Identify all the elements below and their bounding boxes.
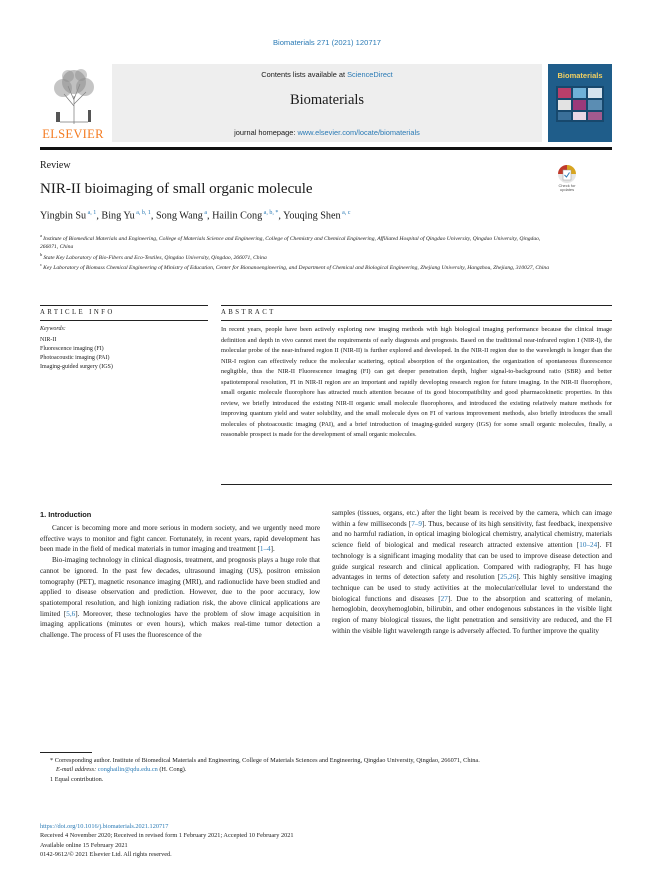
author-name[interactable]: Yingbin Su xyxy=(40,210,87,222)
abstract-rule-top xyxy=(221,305,612,306)
keyword-item: Fluorescence imaging (FI) xyxy=(40,346,104,353)
keyword-item: Photoacoustic imaging (PAI) xyxy=(40,355,110,362)
paragraph-text: ]. Moreover, these technologies have the problem of slow image acquisition in imaging applications (minutes or even hours), which makes real-time tumor detection a challenge. The process of FI uses the fluorescence of the xyxy=(40,609,320,640)
journal-banner xyxy=(112,64,542,142)
paragraph-text: samples (tissues, organs, etc.) after the light beam is received by the camera, which can image within a few milliseconds [ xyxy=(332,509,612,528)
journal-cover-image[interactable] xyxy=(548,64,612,142)
cover-art-icon xyxy=(556,86,604,122)
author-name[interactable]: Song Wang xyxy=(155,210,203,222)
body-paragraph xyxy=(332,508,612,637)
abstract-rule-mid xyxy=(221,320,612,321)
introduction-heading: 1. Introduction xyxy=(40,510,92,519)
journal-masthead xyxy=(40,64,612,142)
author-name[interactable]: Youqing Shen xyxy=(283,210,341,222)
email-label: E-mail address: xyxy=(56,766,98,774)
affiliation-item xyxy=(40,233,550,252)
available-online: Available online 15 February 2021 xyxy=(40,841,128,849)
elsevier-logo[interactable] xyxy=(40,64,106,142)
abstract-heading: ABSTRACT xyxy=(221,309,276,316)
affiliation-mark: b xyxy=(40,251,44,257)
article-info-rule-bottom xyxy=(40,320,208,321)
email-suffix: (H. Cong). xyxy=(157,766,187,774)
citation-link[interactable]: 25,26 xyxy=(500,573,517,582)
body-paragraph xyxy=(40,523,320,555)
sciencedirect-link[interactable]: ScienceDirect xyxy=(347,70,393,79)
paragraph-text: Bio-imaging technology in clinical diagnosis, treatment, and prognosis plays a huge role that cannot be ignored. In the past few decades, ultrasound imaging (US), positron emission tomography (PET), magnetic resonance imaging (MRI), and radionuclide have been studied and applied to disease observation and prediction. However, due to the poor accuracy, low spatiotemporal resolution, and high ionizing radiation risk, the above clinical applications are limited [ xyxy=(40,556,320,618)
introduction-right-column xyxy=(332,508,612,637)
homepage-prefix: journal homepage: xyxy=(234,128,298,137)
email-note xyxy=(40,765,612,774)
article-info-rule-top xyxy=(40,305,208,306)
affiliation-text: Institute of Biomedical Materials and Engineering, College of Materials Science and Engineering, College of Chemistry and Chemical Engineering, Affiliated Hospital of Qingdao University, Qingdao University, Qingdao, 266071, China xyxy=(40,235,541,251)
affiliation-mark: a xyxy=(40,233,44,238)
check-for-updates-badge[interactable] xyxy=(553,164,581,196)
journal-homepage xyxy=(112,128,542,137)
elsevier-wordmark: ELSEVIER xyxy=(42,127,104,141)
footnotes xyxy=(40,756,612,784)
paragraph-text: ]. FI technology is a significant imaging modality that can be used to improve disease detection and guide surgical research and clinical application. Compared with radiography, FI has huge advantages in terms of detection safety and resolution [ xyxy=(332,541,612,582)
author-name[interactable]: Bing Yu xyxy=(101,210,135,222)
article-type: Review xyxy=(40,160,71,171)
copyright: 0142-9612/© 2021 Elsevier Ltd. All rights reserved. xyxy=(40,851,172,859)
paragraph-text: ]. xyxy=(270,545,275,554)
check-for-updates-label: Check for updates xyxy=(558,183,576,193)
footnote-rule xyxy=(40,752,92,753)
article-title: NIR-II bioimaging of small organic molecule xyxy=(40,181,313,197)
email-link[interactable]: conghailin@qdu.edu.cn xyxy=(97,766,158,774)
abstract-text: In recent years, people have been actively exploring new imaging methods with high biological imaging performance because the clinical image definition and depth in vivo cannot meet the requirements of early diagnosis and prognosis. Based on the traditional near-infrared region I (NIR-I), the molecular probe of the near-infrared region II (NIR-II) is further explored and developed. In the NIR-II region due to the wavelength is longer than the NIR-I region can effectively reduce the molecular scattering, optical absorption of the organization, the organization of spontaneous fluorescence negligible, thus the NIR-II Fluorescence imaging (FI) can get deeper penetration depth, higher signal-to-background ratio (SBR) and better spatiotemporal resolution, FI in NIR-II region are an important and rapidly developing research region for future imaging. In the NIR-II fluorophore, small organic molecule fluorophore has attracted much attention because of its good biocompatibility and good pharmacokinetic properties. In this review, we briefly introduced the existing NIR-II organic small molecule fluorophores, and introduced the existing relatively mature methods for improving quantum yield and water solubility, and the small molecule dyes on FI of various improvement methods, also briefly introduces the small molecules of photoacoustic imaging (PAI), and a brief introduction of imaging-guided surgery (IGS) for some small organic molecules, finally, a reasonable prospect is made for the development of small organic molecules. xyxy=(221,326,612,438)
body-paragraph xyxy=(40,555,320,641)
keywords-list xyxy=(40,336,113,372)
affiliation-text: State Key Laboratory of Bio-Fibers and Eco-Textiles, Qingdao University, Qingdao, 266071, China xyxy=(43,254,267,261)
citation-link[interactable]: 27 xyxy=(440,594,448,603)
received-dates: Received 4 November 2020; Received in revised form 1 February 2021; Accepted 10 February 2021 xyxy=(40,832,294,840)
check-for-updates-icon xyxy=(553,164,581,184)
corresponding-author-note: * Corresponding author. Institute of Biomedical Materials and Engineering, College of Materials Sciences and Engineering, Qingdao University, Qingdao, 266071, China. xyxy=(50,757,480,764)
citation-link[interactable]: 7–9 xyxy=(411,519,422,528)
contents-prefix: Contents lists available at xyxy=(261,70,348,79)
citation-link[interactable]: 10–24 xyxy=(579,541,598,550)
journal-name: Biomaterials xyxy=(289,92,365,108)
paragraph-text: Cancer is becoming more and more serious in modern society, and we urgently need more effective ways to monitor and fight cancer. Fortunately, in recent years, rapid development has been made in the field of medical materials in tumor imaging and treatment [ xyxy=(40,524,320,554)
homepage-link[interactable]: www.elsevier.com/locate/biomaterials xyxy=(297,128,420,137)
citation-link[interactable]: 5,6 xyxy=(66,609,76,618)
abstract-rule-bottom xyxy=(221,484,612,485)
keyword-item: Imaging-guided surgery (IGS) xyxy=(40,364,113,371)
journal-citation[interactable]: Biomaterials 271 (2021) 120717 xyxy=(272,38,382,47)
author-affiliation-mark: a, b, 1 xyxy=(134,210,151,216)
affiliation-item xyxy=(40,262,550,272)
masthead-divider xyxy=(40,147,612,150)
author-list: Yingbin Su $^{a, 1}$, Bing Yu $^{a, b, 1}$, Song Wang $^a$, Hailin Cong $^{a, b, *}$, Youqing Shen $^{a, c}$ xyxy=(40,210,351,222)
affiliation-list xyxy=(40,233,550,272)
author-affiliation-mark: a xyxy=(202,210,207,216)
author-affiliation-mark: a, 1 xyxy=(86,210,97,216)
keyword-item: NIR-II xyxy=(40,337,57,343)
equal-contribution-note: 1 Equal contribution. xyxy=(50,775,104,783)
affiliation-text: Key Laboratory of Biomass Chemical Engineering of Ministry of Education, Center for Bionanoengineering, and Department of Chemical and Biological Engineering, Zhejiang University, Hangzhou, Zhejiang, 310027, China xyxy=(43,264,550,271)
article-info-heading: ARTICLE INFO xyxy=(40,309,115,316)
keywords-label: Keywords: xyxy=(40,326,66,332)
affiliation-mark: c xyxy=(40,261,44,267)
publication-info xyxy=(40,822,612,860)
paragraph-text: ]. Thus, because of its high sensitivity, fast feedback, inexpensive and no harmful radiation, in optical imaging biological chemistry, analytical chemistry, materials science field of biological and medical research attracted extensive attention [ xyxy=(332,519,612,550)
cover-title: Biomaterials xyxy=(557,71,603,80)
doi-link[interactable]: https://doi.org/10.1016/j.biomaterials.2021.120717 xyxy=(40,823,169,830)
author-affiliation-mark: a, c xyxy=(340,210,351,216)
citation-link[interactable]: 1–4 xyxy=(259,545,271,554)
paragraph-text: ]. This highly sensitive imaging technique can be used to study activities at the molecular/cellular level to understand the biological functions and diseases [ xyxy=(332,573,612,603)
author-name[interactable]: Hailin Cong xyxy=(212,210,263,222)
elsevier-tree-icon xyxy=(46,66,102,126)
paragraph-text: ]. Due to the absorption and scattering of melanin, hemoglobin, deoxyhemoglobin, bilirubin, and other endogenous substances in the visible light region of many biological tissues, the light penetration and sensitivity are reduced, and the FI within the visible light wavelength range is adversely affected. To further improve the quality xyxy=(332,594,612,635)
author-affiliation-mark: a, b, * xyxy=(262,210,279,216)
affiliation-item xyxy=(40,252,550,262)
contents-line xyxy=(112,70,542,79)
introduction-left-column xyxy=(40,523,320,641)
